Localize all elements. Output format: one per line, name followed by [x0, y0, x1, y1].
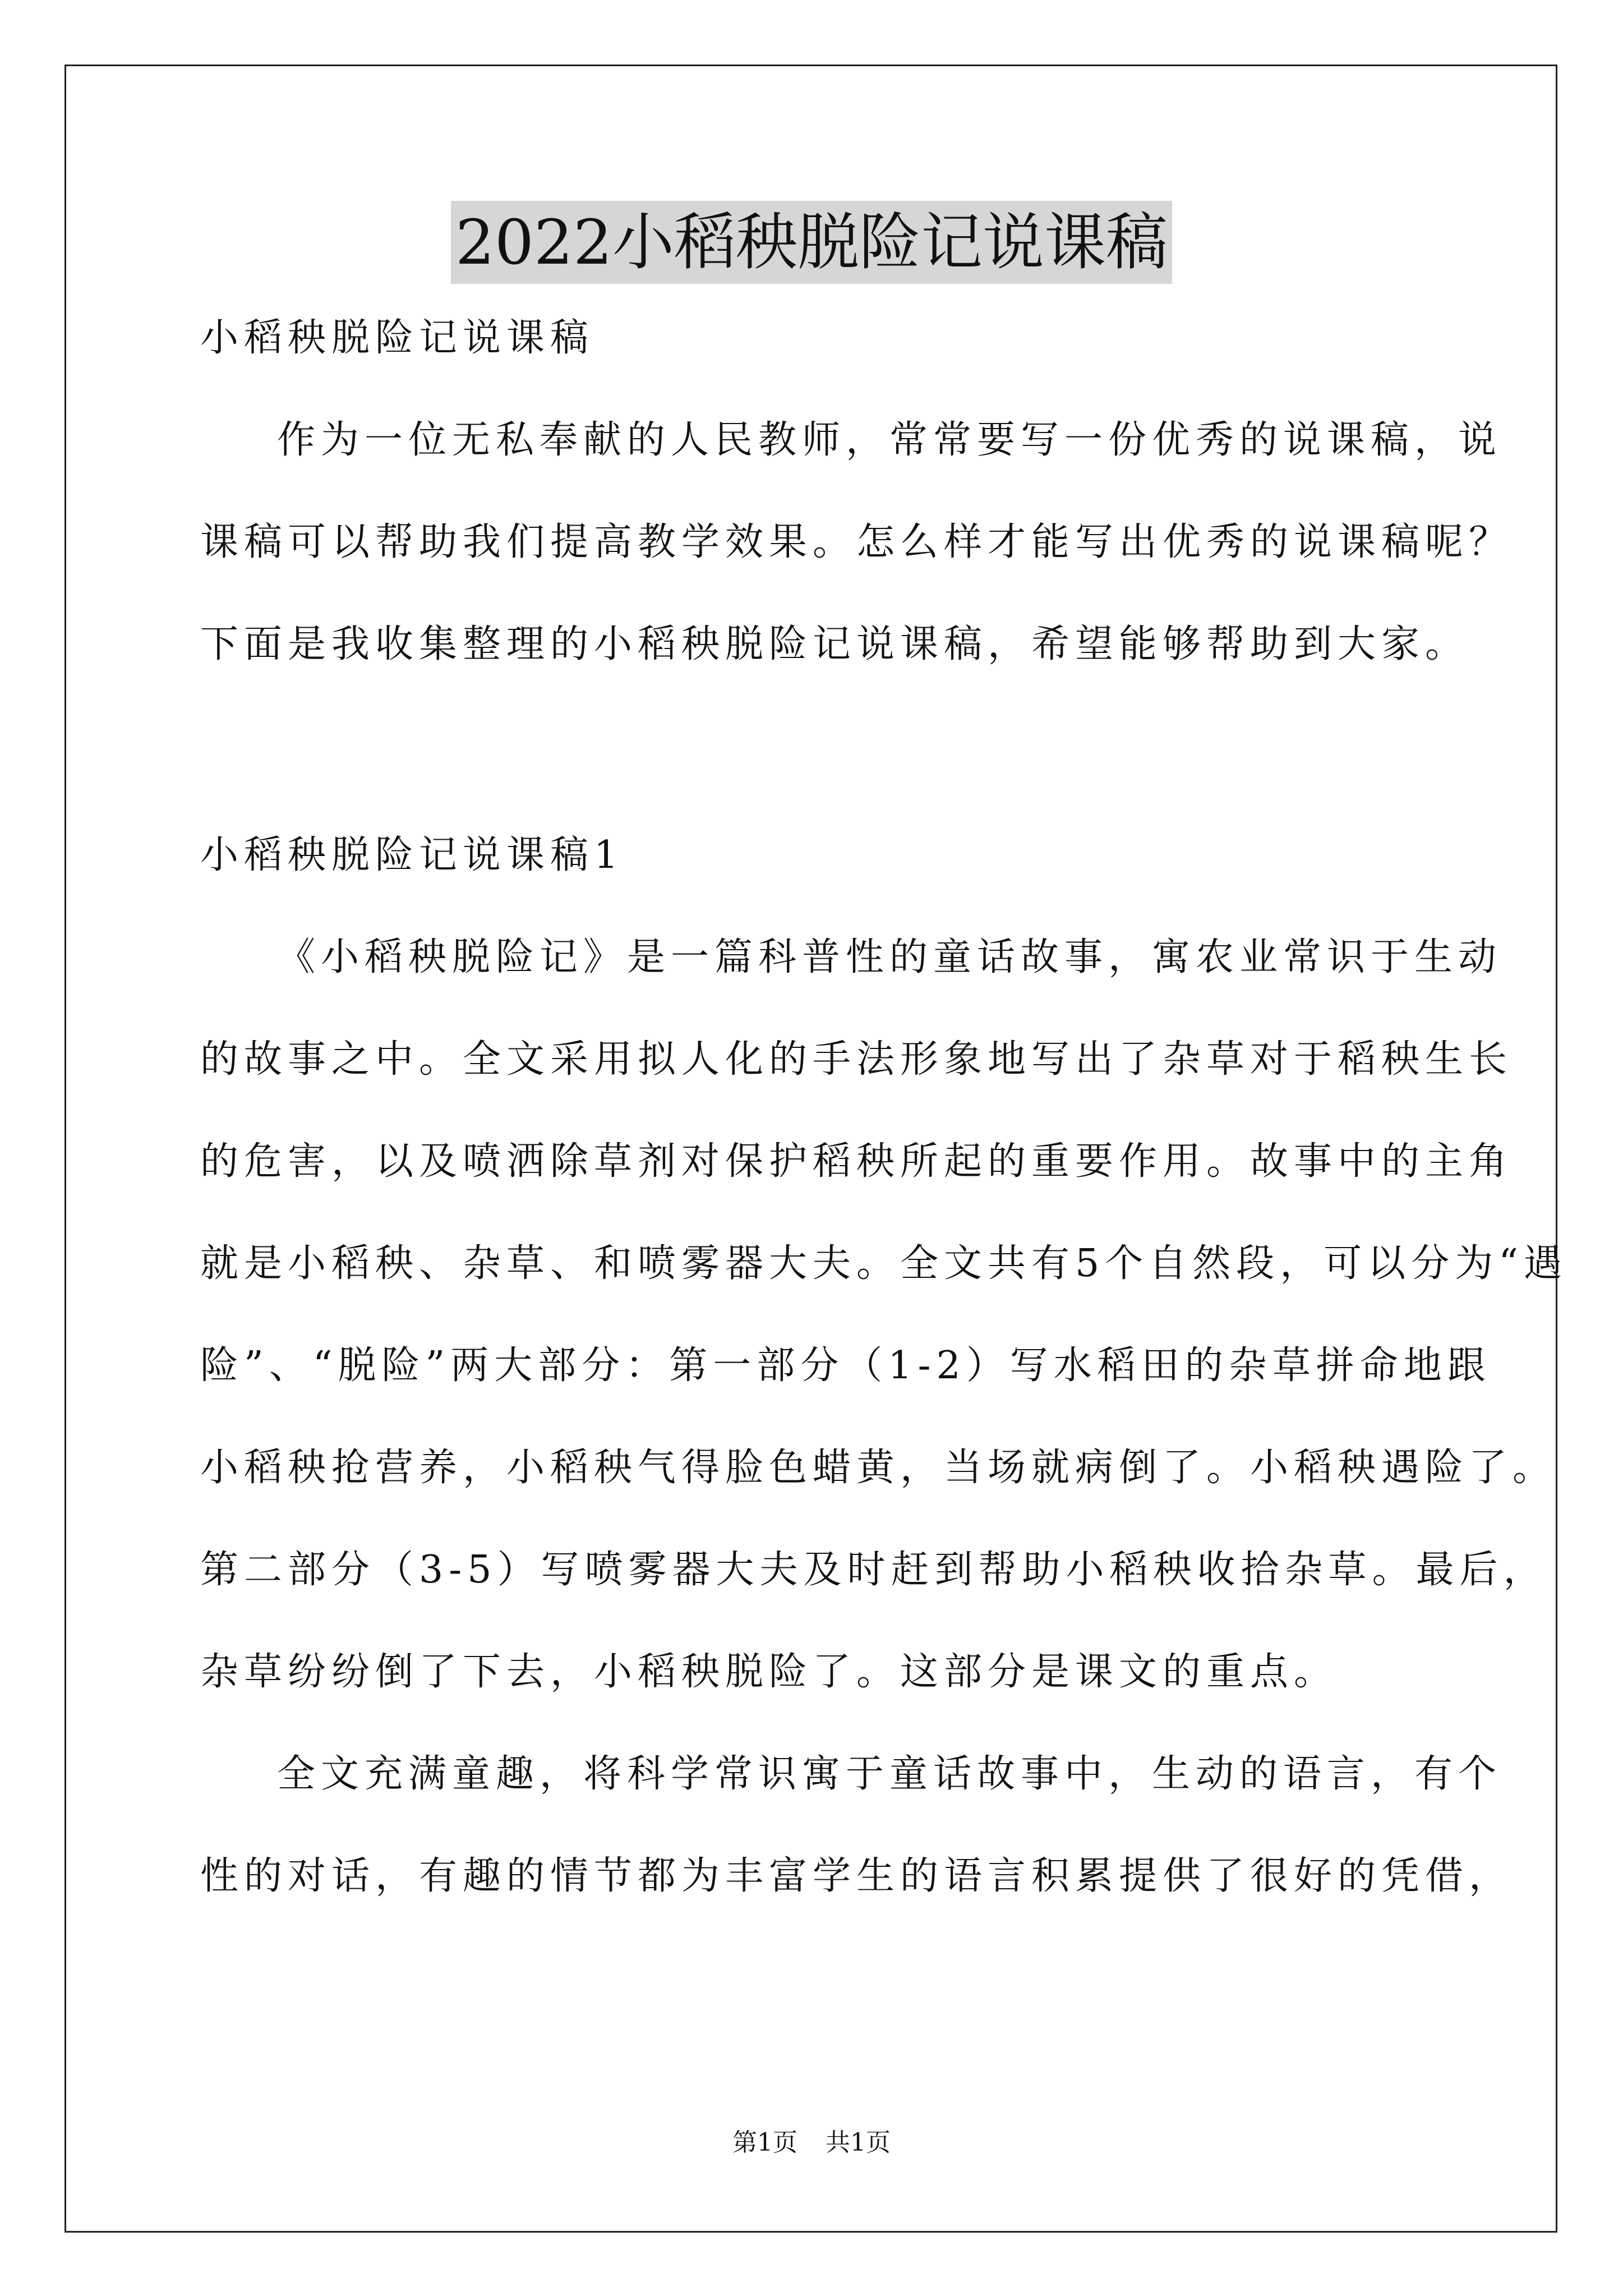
section-heading: 小稻秧脱险记说课稿1	[200, 833, 624, 877]
page-footer	[0, 2126, 1623, 2160]
title-container	[0, 201, 1623, 284]
document-subtitle: 小稻秧脱险记说课稿	[200, 316, 594, 360]
paragraph1-line-5: 险”、“脱险”两大部分：第一部分（1-2）写水稻田的杂草拼命地跟	[200, 1343, 1491, 1388]
paragraph1-line-4: 就是小稻秧、杂草、和喷雾器大夫。全文共有5个自然段，可以分为“遇	[200, 1241, 1568, 1286]
document-title: 2022小稻秧脱险记说课稿	[451, 201, 1172, 284]
paragraph2-line-1: 全文充满童趣，将科学常识寓于童话故事中，生动的语言，有个	[277, 1752, 1502, 1796]
paragraph1-line-8: 杂草纷纷倒了下去，小稻秧脱险了。这部分是课文的重点。	[200, 1650, 1338, 1694]
intro-line-1: 作为一位无私奉献的人民教师，常常要写一份优秀的说课稿，说	[277, 418, 1502, 462]
paragraph1-line-2: 的故事之中。全文采用拟人化的手法形象地写出了杂草对于稻秧生长	[200, 1037, 1513, 1082]
paragraph1-line-7: 第二部分（3-5）写喷雾器大夫及时赶到帮助小稻秧收拾杂草。最后，	[200, 1548, 1547, 1592]
intro-line-2: 课稿可以帮助我们提高教学效果。怎么样才能写出优秀的说课稿呢？	[200, 520, 1513, 564]
paragraph1-line-6: 小稻秧抢营养，小稻秧气得脸色蜡黄，当场就病倒了。小稻秧遇险了。	[200, 1446, 1557, 1490]
page-number: 第1页	[732, 2128, 797, 2157]
paragraph1-line-3: 的危害，以及喷洒除草剂对保护稻秧所起的重要作用。故事中的主角	[200, 1139, 1513, 1184]
page-total: 共1页	[826, 2128, 891, 2157]
paragraph2-line-2: 性的对话，有趣的情节都为丰富学生的语言积累提供了很好的凭借，	[200, 1854, 1513, 1898]
paragraph1-line-1: 《小稻秧脱险记》是一篇科普性的童话故事，寓农业常识于生动	[277, 935, 1502, 979]
intro-line-3: 下面是我收集整理的小稻秧脱险记说课稿，希望能够帮助到大家。	[200, 622, 1469, 666]
